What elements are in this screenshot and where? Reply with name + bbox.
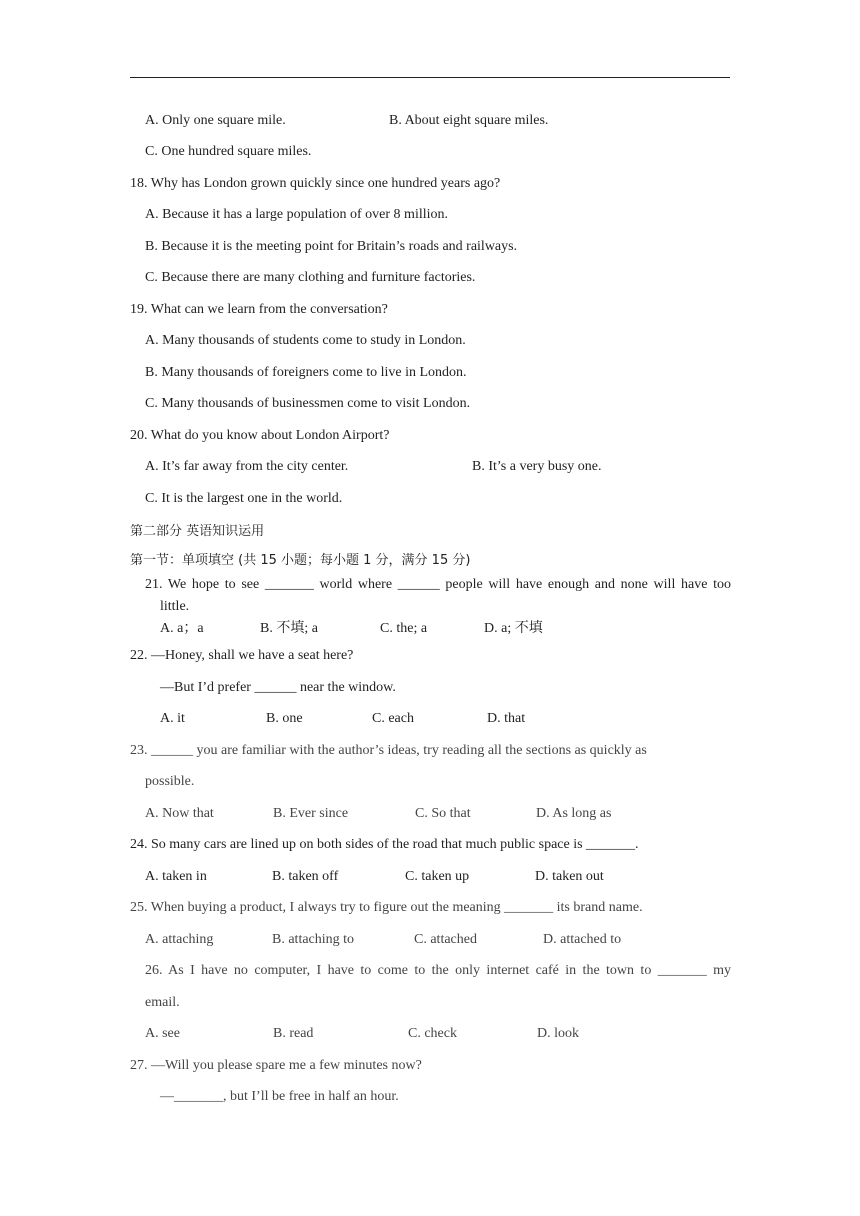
q20-option-b: B. It’s a very busy one. bbox=[472, 459, 602, 474]
q26-option-a: A. see bbox=[145, 1026, 180, 1041]
q25-option-a: A. attaching bbox=[145, 932, 214, 947]
q24-stem: 24. So many cars are lined up on both sides of the road that much public space is _______. bbox=[130, 837, 639, 852]
q26-stem: 26. As I have no computer, I have to come to the only internet café in the town to _______ my bbox=[145, 963, 731, 978]
q21-stem-cont: little. bbox=[160, 599, 190, 614]
q22-option-c: C. each bbox=[372, 711, 414, 726]
q27-line1: 27. —Will you please spare me a few minutes now? bbox=[130, 1058, 422, 1073]
q26-option-c: C. check bbox=[408, 1026, 457, 1041]
section1-heading: 第一节：单项填空 (共 15 小题；每小题 1 分，满分 15 分) bbox=[130, 553, 471, 568]
q17-option-b: B. About eight square miles. bbox=[389, 113, 549, 128]
q18-option-b: B. Because it is the meeting point for Britain’s roads and railways. bbox=[145, 239, 518, 254]
q19-option-a: A. Many thousands of students come to study in London. bbox=[145, 333, 466, 348]
q20-option-c: C. It is the largest one in the world. bbox=[145, 491, 343, 506]
q20-stem: 20. What do you know about London Airport? bbox=[130, 428, 390, 443]
q21-option-b: B. 不填; a bbox=[260, 621, 318, 636]
q17-option-c: C. One hundred square miles. bbox=[145, 144, 312, 159]
q26-option-b: B. read bbox=[273, 1026, 314, 1041]
q18-option-c: C. Because there are many clothing and furniture factories. bbox=[145, 270, 476, 285]
q25-option-d: D. attached to bbox=[543, 932, 622, 947]
q24-option-d: D. taken out bbox=[535, 869, 604, 884]
q22-line2: —But I’d prefer ______ near the window. bbox=[160, 680, 396, 695]
q19-option-b: B. Many thousands of foreigners come to live in London. bbox=[145, 365, 467, 380]
q23-option-d: D. As long as bbox=[536, 806, 612, 821]
q21-stem: 21. We hope to see _______ world where ______ people will have enough and none will have too bbox=[145, 577, 731, 592]
q19-stem: 19. What can we learn from the conversation? bbox=[130, 302, 388, 317]
q26-stem-cont: email. bbox=[145, 995, 180, 1010]
q26-option-d: D. look bbox=[537, 1026, 579, 1041]
q24-option-b: B. taken off bbox=[272, 869, 339, 884]
q23-stem-cont: possible. bbox=[145, 774, 195, 789]
q25-option-b: B. attaching to bbox=[272, 932, 355, 947]
q22-line1: 22. —Honey, shall we have a seat here? bbox=[130, 648, 354, 663]
q23-stem: 23. ______ you are familiar with the author’s ideas, try reading all the sections as quickly as bbox=[130, 743, 647, 758]
q23-option-a: A. Now that bbox=[145, 806, 214, 821]
q17-option-a: A. Only one square mile. bbox=[145, 113, 286, 128]
q21-option-d: D. a; 不填 bbox=[484, 621, 543, 636]
q21-option-a: A. a；a bbox=[160, 621, 204, 636]
q19-option-c: C. Many thousands of businessmen come to visit London. bbox=[145, 396, 471, 411]
q25-option-c: C. attached bbox=[414, 932, 477, 947]
q18-option-a: A. Because it has a large population of over 8 million. bbox=[145, 207, 449, 222]
q20-option-a: A. It’s far away from the city center. bbox=[145, 459, 349, 474]
q24-option-a: A. taken in bbox=[145, 869, 207, 884]
q27-line2: —_______, but I’ll be free in half an hour. bbox=[160, 1089, 399, 1104]
q24-option-c: C. taken up bbox=[405, 869, 470, 884]
q25-stem: 25. When buying a product, I always try to figure out the meaning _______ its brand name. bbox=[130, 900, 643, 915]
header-rule bbox=[130, 77, 730, 78]
q23-option-c: C. So that bbox=[415, 806, 471, 821]
q22-option-d: D. that bbox=[487, 711, 526, 726]
q22-option-b: B. one bbox=[266, 711, 303, 726]
q18-stem: 18. Why has London grown quickly since one hundred years ago? bbox=[130, 176, 501, 191]
part2-title: 第二部分 英语知识运用 bbox=[130, 524, 265, 539]
q21-option-c: C. the; a bbox=[380, 621, 428, 636]
q23-option-b: B. Ever since bbox=[273, 806, 349, 821]
q22-option-a: A. it bbox=[160, 711, 185, 726]
